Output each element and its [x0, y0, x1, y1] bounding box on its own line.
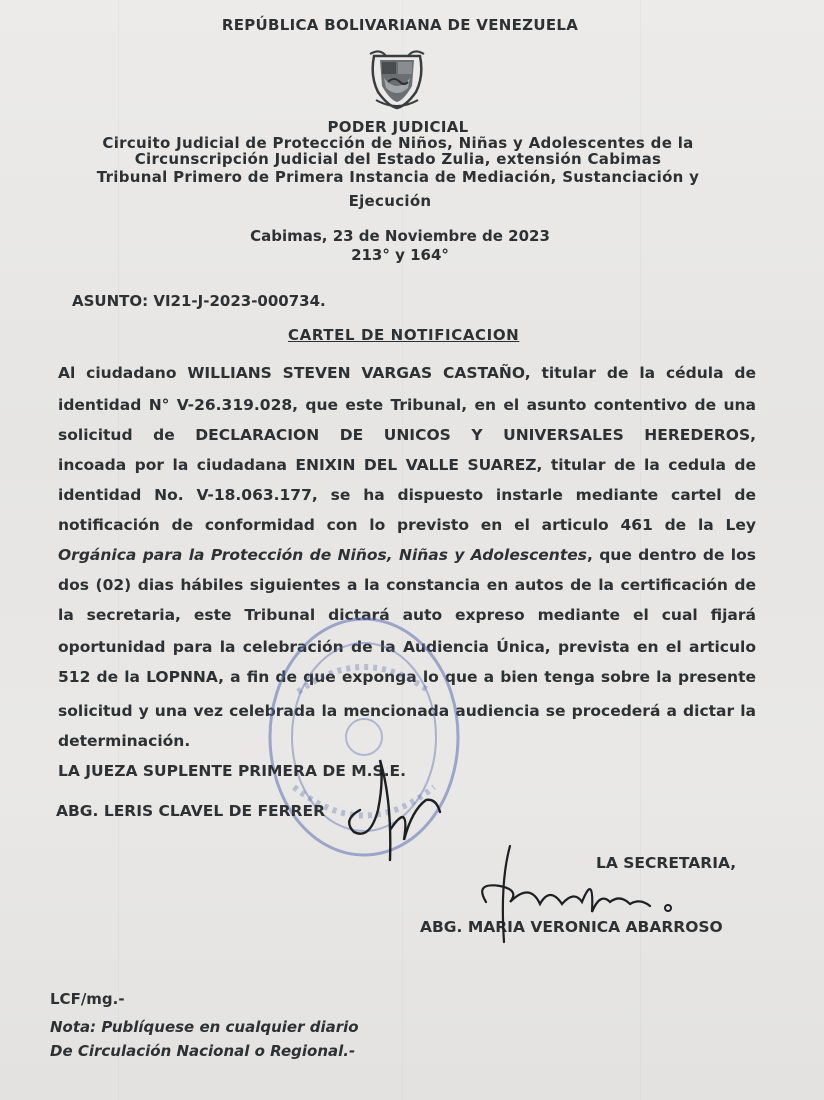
note-text: Publíquese en cualquier diario — [96, 1018, 359, 1036]
body-line: solicitud de DECLARACION DE UNICOS Y UNIVERSALES HEREDEROS, — [58, 426, 756, 444]
header-line3: Tribunal Primero de Primera Instancia de Mediación, Sustanciación y — [96, 168, 700, 186]
judge-name: ABG. LERIS CLAVEL DE FERRER — [56, 802, 326, 820]
body-line — [58, 544, 756, 566]
note-line — [50, 1018, 359, 1036]
header-branch: PODER JUDICIAL — [327, 118, 469, 136]
header-line2: Circunscripción Judicial del Estado Zulia, extensión Cabimas — [134, 150, 662, 168]
header-country: REPÚBLICA BOLIVARIANA DE VENEZUELA — [221, 16, 579, 34]
case-number: ASUNTO: VI21-J-2023-000734. — [72, 292, 326, 310]
document-date: Cabimas, 23 de Noviembre de 2023 — [250, 227, 550, 245]
note-label: Nota: — [50, 1018, 97, 1036]
initials: LCF/mg.- — [50, 990, 125, 1008]
secretary-title: LA SECRETARIA, — [596, 854, 737, 872]
document-title: CARTEL DE NOTIFICACION — [288, 326, 520, 344]
body-line: Al ciudadano WILLIANS STEVEN VARGAS CASTAÑO, titular de la cédula de — [58, 364, 756, 382]
body-line: dos (02) dias hábiles siguientes a la constancia en autos de la certificación de — [58, 576, 756, 594]
coat-of-arms-icon — [366, 46, 428, 110]
header-line4: Ejecución — [348, 192, 432, 210]
judge-signature — [340, 740, 450, 870]
body-line: oportunidad para la celebración de la Audiencia Única, prevista en el articulo — [58, 638, 756, 656]
secretary-name: ABG. MARIA VERONICA ABARROSO — [420, 918, 723, 936]
body-line: la secretaria, este Tribunal dictará auto expreso mediante el cual fijará — [58, 606, 756, 624]
secretary-signature — [470, 842, 680, 952]
body-line: notificación de conformidad con lo previsto en el articulo 461 de la Ley — [58, 516, 756, 534]
document-era: 213° y 164° — [351, 246, 449, 264]
body-line: identidad No. V-18.063.177, se ha dispuesto instarle mediante cartel de — [58, 486, 756, 504]
note-line-2: De Circulación Nacional o Regional.- — [50, 1042, 356, 1060]
body-line: solicitud y una vez celebrada la mencionada audiencia se procederá a dictar la — [58, 702, 756, 720]
header-line1: Circuito Judicial de Protección de Niños, Niñas y Adolescentes de la — [102, 134, 694, 152]
body-line: identidad N° V-26.319.028, que este Tribunal, en el asunto contentivo de una — [58, 396, 756, 414]
body-line-rest: , que dentro de los — [586, 546, 756, 564]
body-line: determinación. — [58, 732, 191, 750]
body-line: incoada por la ciudadana ENIXIN DEL VALLE SUAREZ, titular de la cedula de — [58, 456, 756, 474]
body-line: 512 de la LOPNNA, a fin de que exponga lo que a bien tenga sobre la presente — [58, 668, 756, 686]
judge-title: LA JUEZA SUPLENTE PRIMERA DE M.S.E. — [58, 762, 407, 780]
law-name: Orgánica para la Protección de Niños, Niñas y Adolescentes — [58, 546, 587, 564]
